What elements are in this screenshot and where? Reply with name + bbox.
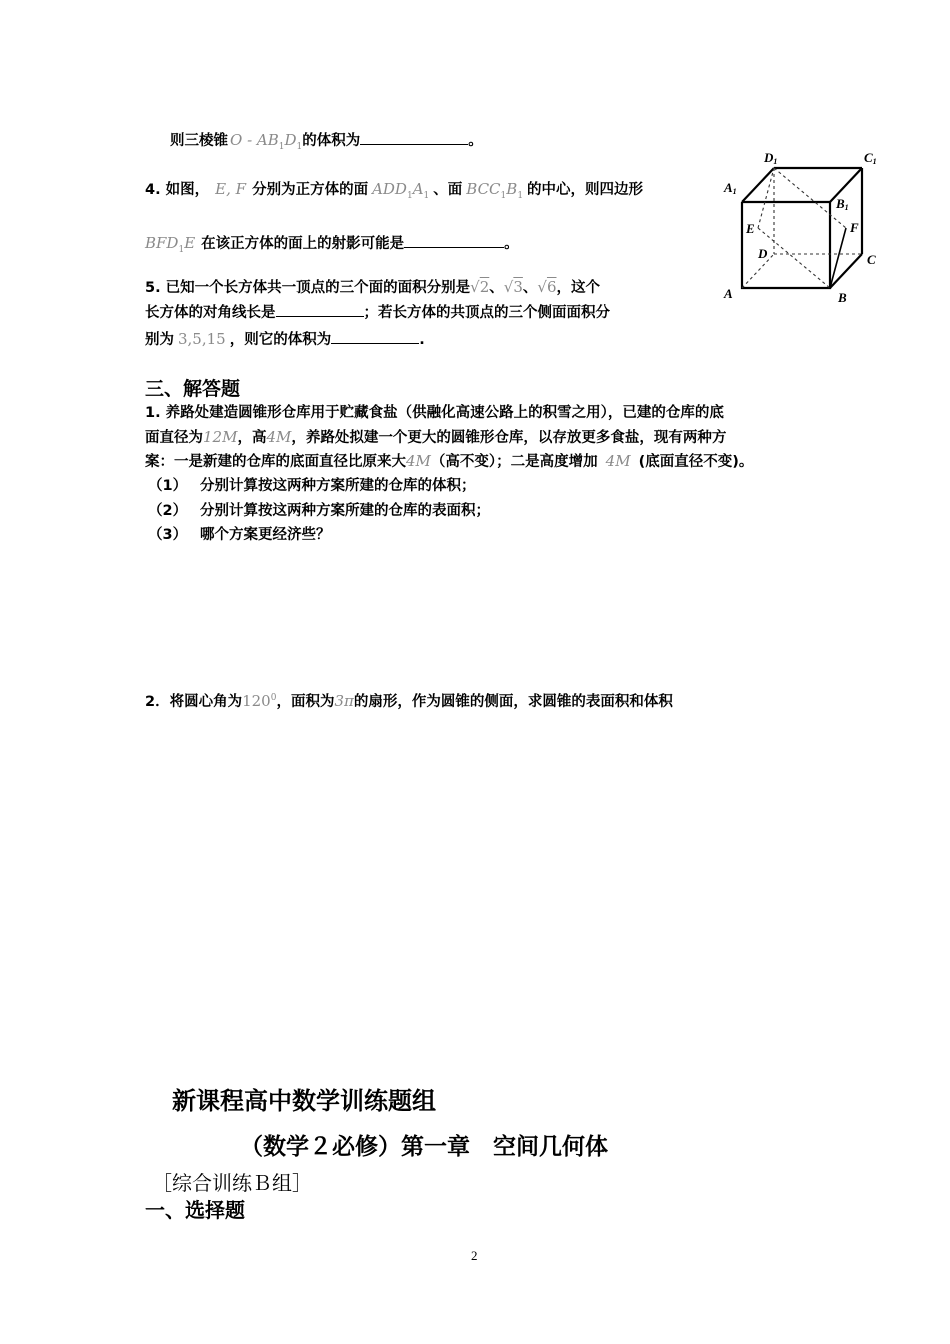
label-b: B [838,290,847,305]
math-sqrt6: √6 [537,278,557,296]
label-d: D [758,246,768,261]
segment-eb [758,228,830,288]
p1-item-3: （3） 哪个方案更经济些？ [148,527,331,543]
math-o-ab1d1: O - $AB_1D_1$ [230,131,303,152]
label-a1: A1 [724,180,737,196]
math-3pi: 3π [334,692,354,710]
math-4m: 4M [605,452,631,470]
p1-line3: 案：一是新建的仓库的底面直径比原来大4M（高不变）；二是高度增加 4M (底面直径不变)。 [145,452,754,470]
math-sqrt2: √2 [470,278,490,296]
answer-blank[interactable] [331,329,419,344]
answer-blank[interactable] [360,130,468,145]
page-number: 2 [471,1248,478,1263]
q3-end-line: 则三棱锥 O - $AB_1D_1$的体积为 。 [170,131,483,152]
q5-line3: 别为 3,5,15 ，则它的体积为 . [145,330,425,348]
math-4m: 4M [406,452,431,470]
p1-line2: 面直径为12M，高4M，养路处拟建一个更大的圆锥形仓库，以存放更多食盐，现有两种方 [145,428,727,446]
p1-item-2: （2） 分别计算按这两种方案所建的仓库的表面积； [148,503,490,519]
q5-line1: 5. 已知一个长方体共一顶点的三个面的面积分别是√2、√3、√6，这个 [145,278,600,296]
math-120deg: $120^0$ [242,692,277,710]
edge-b1c1 [830,168,862,202]
p1-item-1: （1） 分别计算按这两种方案所建的仓库的体积； [148,478,476,494]
math-4m: 4M [266,428,292,446]
label-a: A [724,286,733,301]
label-c1: C1 [864,150,877,166]
q4-line1: 4. 如图， E, F 分别为正方体的面 $ADD_1A_1$ 、面 $BCC_1B_1$ 的中心，则四边形 [145,180,644,201]
math-bcc1b1: $BCC_1B_1$ [466,180,524,201]
q3-suffix: 的体积为 [302,133,361,149]
cube-figure [712,140,904,310]
label-e: E [746,221,755,236]
math-12m: 12M [203,428,238,446]
math-bfd1e: $BFD_1E$ [145,234,196,255]
q4-line2: $BFD_1E$ 在该正方体的面上的射影可能是 。 [145,234,519,255]
math-values: 3,5,15 [178,330,226,348]
answer-blank[interactable] [404,233,504,248]
math-sqrt3: √3 [503,278,523,296]
label-f: F [850,220,859,235]
title-group: ［综合训练Ｂ组］ [152,1171,312,1195]
q5-line2: 长方体的对角线长是 ；若长方体的共顶点的三个侧面面积分 [145,301,610,325]
title-sub: （数学２必修）第一章 空间几何体 [240,1134,608,1160]
label-d1: D1 [764,150,778,166]
section-1-heading: 一、选择题 [145,1198,245,1222]
answer-blank[interactable] [276,302,364,317]
section-3-heading: 三、解答题 [145,378,241,400]
cube-front-face [742,202,830,288]
p2-line: 2．将圆心角为$120^0$，面积为3π的扇形，作为圆锥的侧面，求圆锥的表面积和体积 [145,692,673,710]
math-add1a1: $ADD_1A_1$ [372,180,430,201]
p1-line1: 1. 养路处建造圆锥形仓库用于贮藏食盐（供融化高速公路上的积雪之用），已建的仓库的底 [145,405,724,421]
label-c: C [867,252,876,267]
title-main: 新课程高中数学训练题组 [172,1087,436,1115]
q3-text: 则三棱锥 [170,133,228,149]
math-ef: E, F [215,180,247,198]
label-b1: B1 [836,196,849,212]
